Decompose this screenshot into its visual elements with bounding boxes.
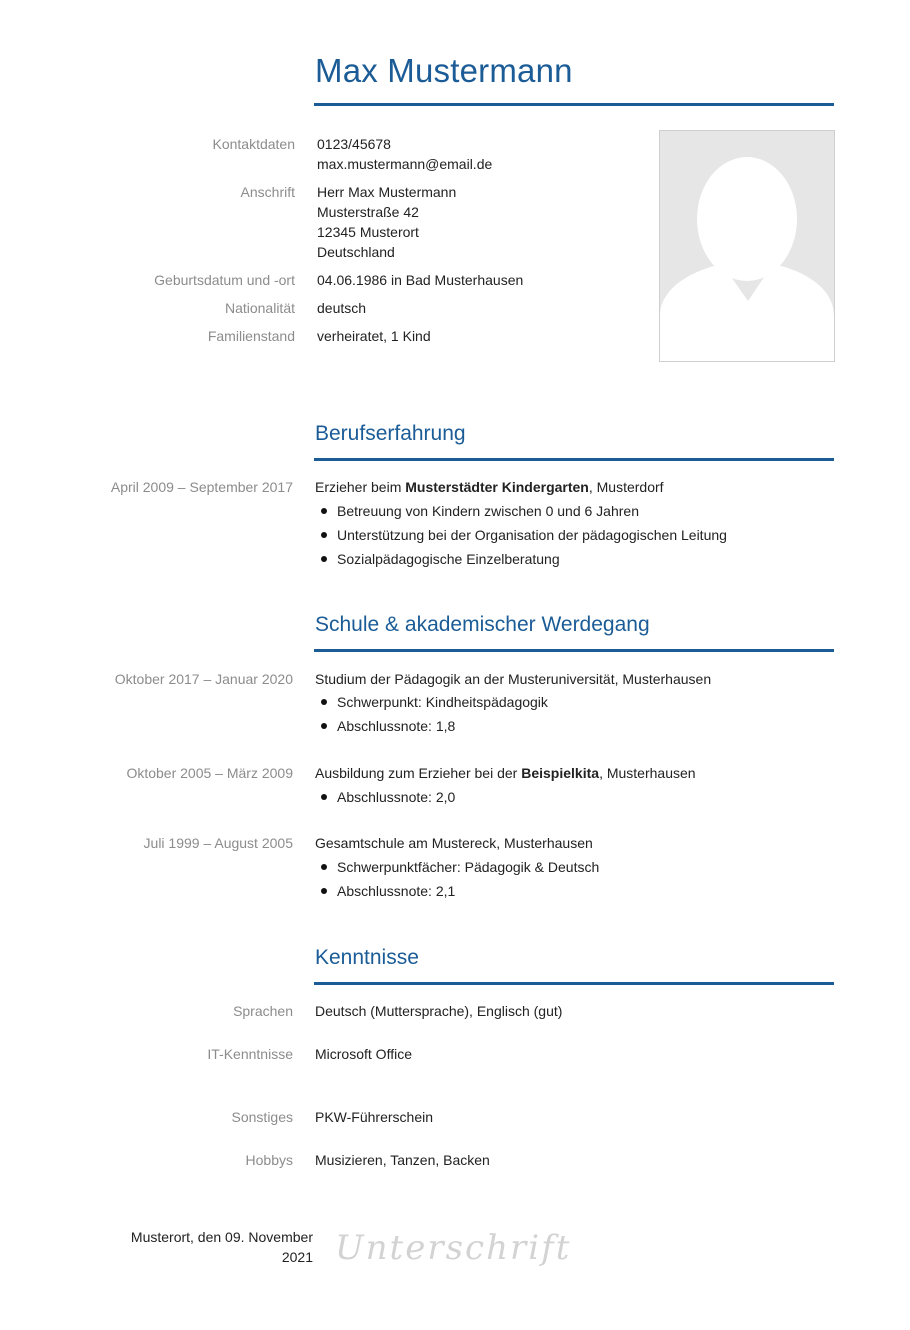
- birth-label: Geburtsdatum und -ort: [154, 272, 295, 288]
- address-value: [317, 182, 456, 262]
- education-title: Gesamtschule am Mustereck, Musterhausen: [315, 835, 593, 851]
- marital-label: Familienstand: [207, 328, 295, 344]
- contact-label: Kontaktdaten: [212, 136, 295, 152]
- profile-photo-placeholder: [659, 130, 835, 362]
- address-line: Herr Max Mustermann: [317, 184, 457, 200]
- experience-title: Erzieher beim Musterstädter Kindergarten, Musterdorf: [315, 479, 664, 495]
- list-item: Schwerpunktfächer: Pädagogik & Deutsch: [315, 857, 599, 881]
- education-date: Juli 1999 – August 2005: [143, 835, 293, 851]
- skill-label: Sprachen: [233, 1003, 293, 1019]
- list-item: Sozialpädagogische Einzelberatung: [315, 549, 727, 573]
- address-label: Anschrift: [240, 184, 295, 200]
- education-bullets: [315, 857, 599, 905]
- place-date: Musterort, den 09. November 2021: [130, 1229, 313, 1265]
- avatar-silhouette-icon: [660, 131, 834, 361]
- education-bullets: [315, 692, 548, 740]
- skill-label: Sonstiges: [231, 1109, 293, 1125]
- section-title-skills: Kenntnisse: [315, 946, 419, 969]
- contact-value: [317, 134, 492, 174]
- skill-label: IT-Kenntnisse: [207, 1046, 293, 1062]
- cv-name: Max Mustermann: [315, 52, 573, 89]
- skill-value: PKW-Führerschein: [315, 1109, 434, 1125]
- nationality-value: deutsch: [317, 300, 367, 316]
- section-rule: [314, 649, 834, 652]
- experience-date: April 2009 – September 2017: [110, 479, 293, 495]
- employer-name: Musterstädter Kindergarten: [405, 479, 589, 495]
- marital-value: verheiratet, 1 Kind: [317, 328, 431, 344]
- header-rule: [314, 103, 834, 106]
- address-line: Deutschland: [317, 244, 395, 260]
- nationality-label: Nationalität: [224, 300, 295, 316]
- section-title-experience: Berufserfahrung: [315, 422, 466, 445]
- phone: 0123/45678: [317, 136, 391, 152]
- list-item: Abschlussnote: 2,0: [315, 787, 455, 811]
- skill-label: Hobbys: [245, 1152, 293, 1168]
- section-rule: [314, 458, 834, 461]
- education-bullets: [315, 787, 455, 811]
- list-item: Schwerpunkt: Kindheitspädagogik: [315, 692, 548, 716]
- address-line: Musterstraße 42: [317, 204, 419, 220]
- skill-value: Musizieren, Tanzen, Backen: [315, 1152, 490, 1168]
- list-item: Unterstützung bei der Organisation der pädagogischen Leitung: [315, 525, 727, 549]
- email: max.mustermann@email.de: [317, 156, 493, 172]
- birth-value: 04.06.1986 in Bad Musterhausen: [317, 272, 524, 288]
- section-title-education: Schule & akademischer Werdegang: [315, 613, 650, 636]
- institution-name: Beispielkita: [521, 765, 600, 781]
- address-line: 12345 Musterort: [317, 224, 419, 240]
- skill-value: Microsoft Office: [315, 1046, 412, 1062]
- education-title: Studium der Pädagogik an der Musteruniversität, Musterhausen: [315, 671, 712, 687]
- education-title: Ausbildung zum Erzieher bei der Beispielkita, Musterhausen: [315, 765, 696, 781]
- experience-bullets: [315, 501, 727, 573]
- list-item: Abschlussnote: 1,8: [315, 716, 548, 740]
- section-rule: [314, 982, 834, 985]
- education-date: Oktober 2017 – Januar 2020: [114, 671, 293, 687]
- signature: Unterschrift: [335, 1228, 572, 1268]
- education-date: Oktober 2005 – März 2009: [126, 765, 293, 781]
- list-item: Abschlussnote: 2,1: [315, 881, 599, 905]
- list-item: Betreuung von Kindern zwischen 0 und 6 Jahren: [315, 501, 727, 525]
- skill-value: Deutsch (Muttersprache), Englisch (gut): [315, 1003, 563, 1019]
